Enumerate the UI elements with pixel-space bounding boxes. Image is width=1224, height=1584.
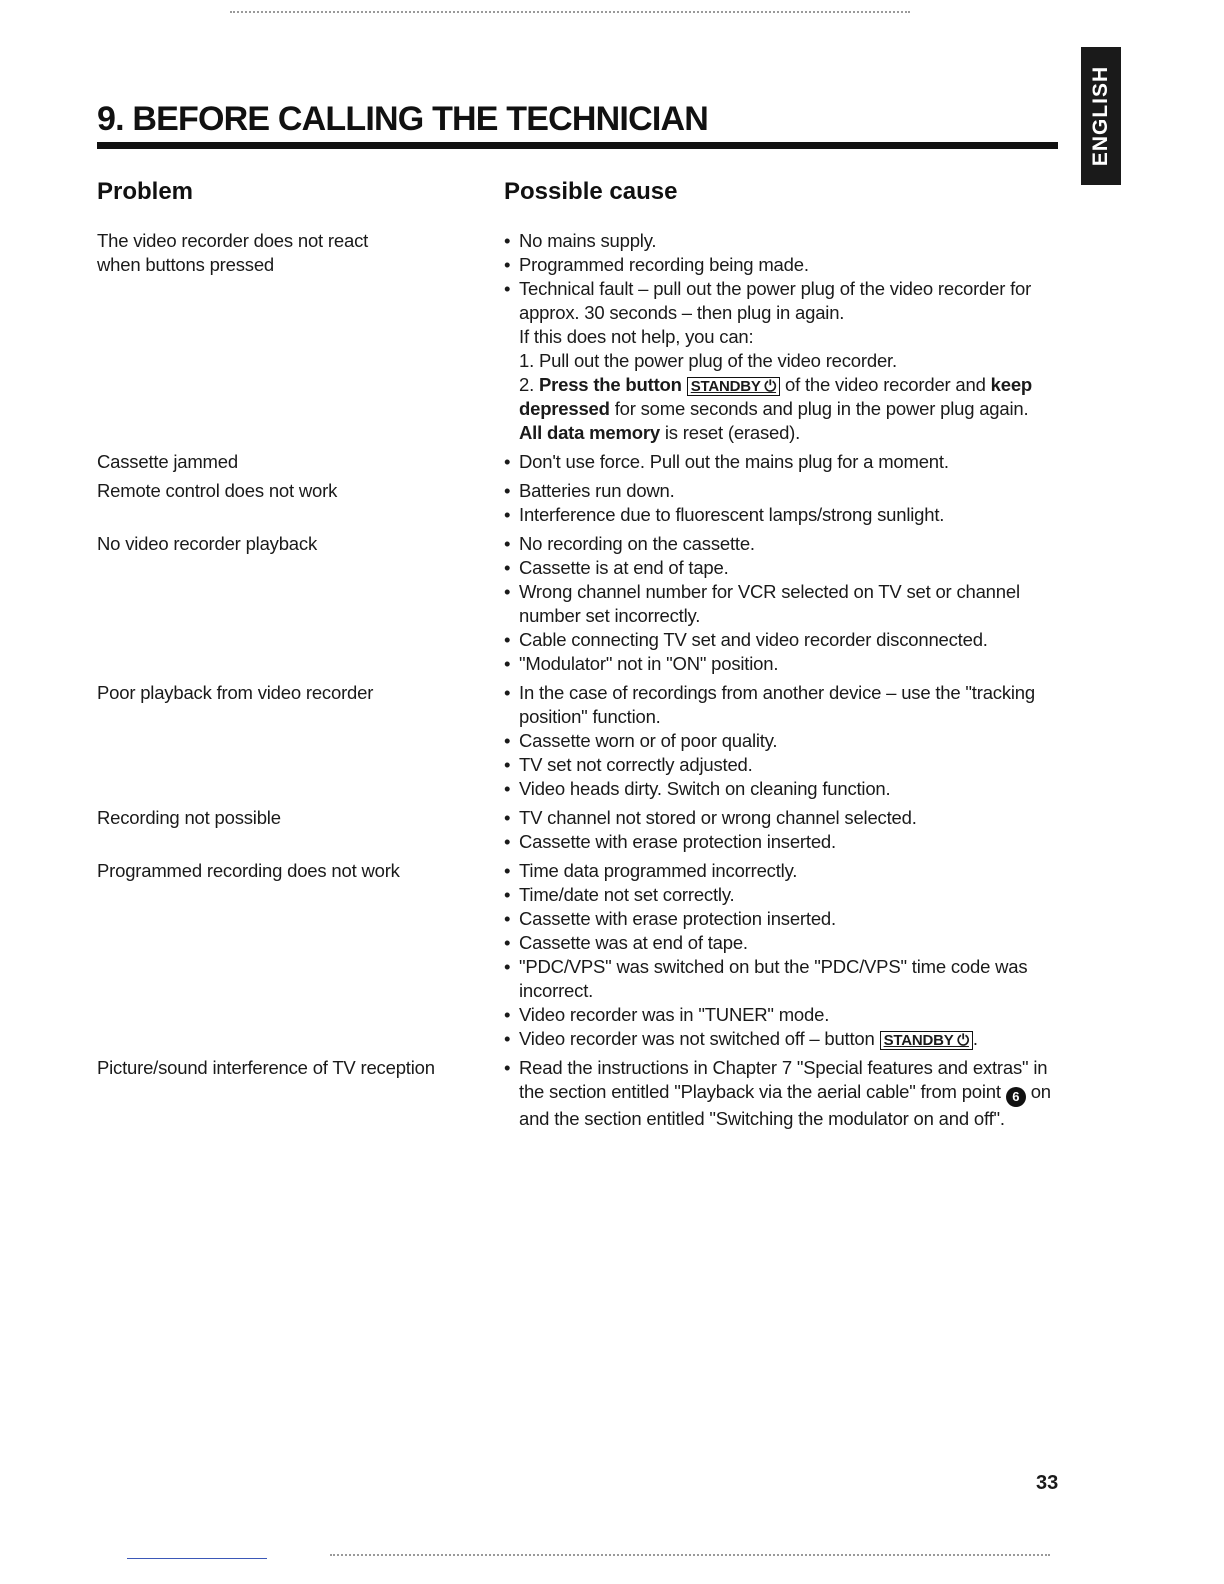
table-row	[97, 450, 1062, 474]
bold-text: Press the button	[538, 374, 682, 395]
cause-item: • No mains supply.	[504, 229, 1062, 253]
problem-text: The video recorder does not react	[97, 230, 369, 251]
scan-artifact-line	[127, 1558, 267, 1559]
problem-cell: Recording not possible	[97, 807, 281, 828]
cause-text: Technical fault – pull out the power plug of the video recorder for approx. 30 seconds – then plug in again.	[519, 278, 1032, 323]
cause-text: 1. Pull out the power plug of the video recorder.	[519, 350, 897, 371]
troubleshooting-table	[97, 229, 1062, 1136]
table-row	[97, 1056, 1062, 1131]
problem-cell: Picture/sound interference of TV reception	[97, 1057, 435, 1078]
cause-list	[504, 532, 1062, 676]
cause-item: • TV set not correctly adjusted.	[504, 753, 1062, 777]
table-row	[97, 532, 1062, 676]
cause-text: If this does not help, you can:	[519, 326, 754, 347]
cause-item: • In the case of recordings from another device – use the "tracking position" function.	[504, 681, 1062, 729]
cause-item: • Cassette is at end of tape.	[504, 556, 1062, 580]
cause-list	[504, 806, 1062, 854]
standby-key-label: STANDBY ⏻	[880, 1031, 973, 1050]
page-title: 9. BEFORE CALLING THE TECHNICIAN	[97, 100, 708, 138]
table-row	[97, 479, 1062, 527]
cause-list	[504, 859, 1062, 1051]
cause-item	[504, 1056, 1062, 1131]
cause-list	[504, 681, 1062, 801]
cause-item: • Cassette worn or of poor quality.	[504, 729, 1062, 753]
cause-item: • TV channel not stored or wrong channel selected.	[504, 806, 1062, 830]
cause-list	[504, 1056, 1062, 1131]
title-rule	[97, 142, 1058, 149]
language-tab-label: ENGLISH	[1089, 65, 1112, 167]
circled-number-icon: 6	[1006, 1087, 1026, 1107]
cause-list	[504, 479, 1062, 527]
problem-cell: Cassette jammed	[97, 451, 238, 472]
bold-text: All data memory	[519, 422, 660, 443]
cause-item: • Cassette was at end of tape.	[504, 931, 1062, 955]
page-number: 33	[1036, 1472, 1059, 1494]
cause-text: is reset (erased).	[664, 422, 801, 443]
language-tab	[1081, 47, 1121, 185]
table-row	[97, 859, 1062, 1051]
cause-item: • Video heads dirty. Switch on cleaning function.	[504, 777, 1062, 801]
cause-text: on and the section entitled "Switching the modulator on and off".	[519, 1081, 1051, 1129]
cause-text: Video recorder was not switched off – button	[519, 1028, 875, 1049]
table-row	[97, 806, 1062, 854]
problem-cell: Programmed recording does not work	[97, 860, 400, 881]
cause-text: .	[972, 1028, 978, 1049]
problem-cell: Poor playback from video recorder	[97, 682, 374, 703]
step-number: 2.	[519, 374, 535, 395]
problem-cell: No video recorder playback	[97, 533, 317, 554]
bold-text: keep depressed	[519, 374, 1033, 419]
problem-cell	[97, 229, 504, 445]
table-row	[97, 229, 1062, 445]
problem-text: when buttons pressed	[97, 254, 275, 275]
cause-item	[504, 1027, 1062, 1051]
cause-item: • Cassette with erase protection inserted.	[504, 830, 1062, 854]
cause-item: • Cassette with erase protection inserted.	[504, 907, 1062, 931]
cause-item: • Time/date not set correctly.	[504, 883, 1062, 907]
standby-key-label: STANDBY ⏻	[687, 377, 780, 396]
scan-artifact-bottom	[330, 1554, 1050, 1556]
cause-item: • Video recorder was in "TUNER" mode.	[504, 1003, 1062, 1027]
cause-item: • Time data programmed incorrectly.	[504, 859, 1062, 883]
table-row	[97, 681, 1062, 801]
cause-item: • No recording on the cassette.	[504, 532, 1062, 556]
cause-item: • "PDC/VPS" was switched on but the "PDC/VPS" time code was incorrect.	[504, 955, 1062, 1003]
problem-column-header: Problem	[97, 178, 194, 205]
cause-list	[504, 450, 1062, 474]
problem-cell: Remote control does not work	[97, 480, 338, 501]
cause-column-header: Possible cause	[504, 178, 678, 205]
cause-item: • Interference due to fluorescent lamps/strong sunlight.	[504, 503, 1062, 527]
cause-item: • Wrong channel number for VCR selected on TV set or channel number set incorrectly.	[504, 580, 1062, 628]
cause-item: • Don't use force. Pull out the mains plug for a moment.	[504, 450, 1062, 474]
cause-item	[504, 277, 1062, 445]
scan-artifact-top	[230, 11, 910, 13]
cause-item: • Programmed recording being made.	[504, 253, 1062, 277]
cause-item: • "Modulator" not in "ON" position.	[504, 652, 1062, 676]
cause-text: Read the instructions in Chapter 7 "Special features and extras" in the section entitled "Playback via the aerial cable" from point	[519, 1057, 1048, 1102]
cause-list	[504, 229, 1062, 445]
cause-item: • Batteries run down.	[504, 479, 1062, 503]
cause-item: • Cable connecting TV set and video recorder disconnected.	[504, 628, 1062, 652]
cause-text: for some seconds and plug in the power plug again.	[614, 398, 1029, 419]
cause-text: of the video recorder and	[785, 374, 986, 395]
